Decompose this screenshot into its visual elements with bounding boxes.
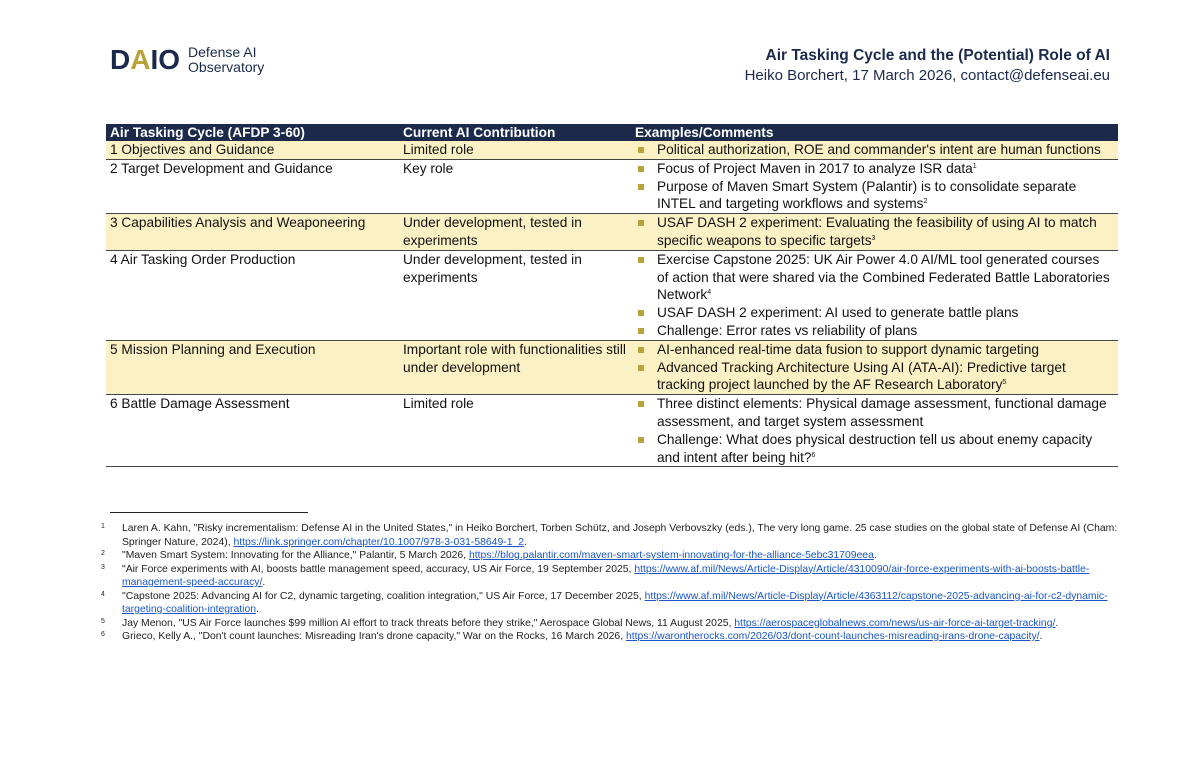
cycle-phase-cell: 1 Objectives and Guidance [106, 141, 399, 159]
footnote-ref[interactable]: 5 [1002, 379, 1007, 387]
footnote-number: 5 [101, 617, 105, 625]
examples-list [635, 214, 1114, 250]
footnote-link[interactable]: https://link.springer.com/chapter/10.1007/978-3-031-58649-1_2 [233, 536, 525, 548]
logo-text-line2: Observatory [188, 59, 265, 75]
logo-text [188, 45, 264, 75]
footnote-item [101, 630, 1121, 644]
footnote-tail: . [262, 577, 266, 588]
examples-cell [631, 250, 1118, 340]
column-header-cycle: Air Tasking Cycle (AFDP 3-60) [106, 124, 399, 141]
footnote-item [101, 563, 1121, 590]
footnote-tail: . [1055, 617, 1059, 629]
footnote-link[interactable]: https://blog.palantir.com/maven-smart-system-innovating-for-the-alliance-5ebc31709eea [468, 550, 874, 561]
footnote-ref[interactable]: 6 [811, 451, 816, 459]
example-text: Challenge: Error rates vs reliability of plans [657, 322, 918, 338]
table-row [106, 250, 1118, 340]
footnote-tail: . [524, 536, 527, 548]
example-item [635, 214, 1114, 250]
footnote-link[interactable]: https://aerospaceglobalnews.com/news/us-air-force-ai-target-tracking/ [734, 617, 1056, 629]
footnotes [101, 522, 1121, 644]
logo-mark-d: D [110, 44, 131, 75]
examples-list [635, 341, 1114, 394]
example-text: USAF DASH 2 experiment: AI used to generate battle plans [657, 305, 1019, 321]
table-row [106, 214, 1118, 251]
example-text: Exercise Capstone 2025: UK Air Power 4.0 AI/ML tool generated courses of action that were shared via the Combined Federated Battle Laboratories Network [657, 251, 1110, 303]
footnote-text: Grieco, Kelly A., "Don't count launches: Misreading Iran's drone capacity," War on the Rocks, 16 March 2026, [122, 631, 626, 642]
example-item [635, 341, 1114, 359]
example-item [635, 141, 1114, 159]
examples-cell [631, 159, 1118, 213]
example-text: USAF DASH 2 experiment: Evaluating the feasibility of using AI to match specific weapons to specific targets [657, 215, 1097, 248]
example-text: Purpose of Maven Smart System (Palantir) is to consolidate separate INTEL and targeting workflows and systems [657, 178, 1077, 212]
footnote-ref[interactable]: 4 [707, 289, 712, 297]
footnote-link[interactable]: https://www.af.mil/News/Article-Display/Article/4310090/air-force-experiments-with-ai-boosts-battle-management-speed-accuracy/ [122, 563, 1090, 588]
examples-list [635, 395, 1114, 466]
document-subtitle: Heiko Borchert, 17 March 2026, contact@defenseai.eu [744, 67, 1110, 84]
footnote-number: 2 [101, 550, 105, 557]
examples-list [635, 251, 1114, 340]
footnote-item [101, 522, 1121, 549]
example-item [635, 251, 1114, 304]
footnote-text: "Maven Smart System: Innovating for the Alliance," Palantir, 5 March 2026, [122, 550, 469, 561]
ai-contribution-cell: Under development, tested in experiments [399, 250, 631, 340]
example-item [635, 431, 1114, 467]
footnote-number: 6 [101, 631, 105, 638]
footnote-number: 3 [101, 563, 105, 571]
cycle-phase-cell: 3 Capabilities Analysis and Weaponeering [106, 214, 399, 251]
table-header-row [106, 124, 1118, 141]
footnote-link[interactable]: https://warontherocks.com/2026/03/dont-count-launches-misreading-irans-drone-capacity/ [626, 631, 1040, 642]
logo-text-line1: Defense AI [188, 44, 257, 60]
examples-cell [631, 395, 1118, 467]
footnote-ref[interactable]: 1 [972, 162, 977, 170]
cycle-phase-cell: 4 Air Tasking Order Production [106, 250, 399, 340]
footnote-item [101, 590, 1121, 617]
example-item [635, 322, 1114, 340]
footnote-tail: . [1039, 631, 1043, 642]
cycle-phase-cell: 6 Battle Damage Assessment [106, 395, 399, 467]
example-text: AI-enhanced real-time data fusion to support dynamic targeting [657, 341, 1039, 357]
example-item [635, 178, 1114, 214]
ai-contribution-cell: Key role [399, 159, 631, 213]
column-header-contribution: Current AI Contribution [399, 124, 631, 141]
ai-contribution-cell: Limited role [399, 141, 631, 159]
ai-contribution-cell: Under development, tested in experiments [399, 214, 631, 251]
footnote-separator [110, 512, 308, 513]
examples-list [635, 160, 1114, 213]
footnote-text: Jay Menon, "US Air Force launches $99 million AI effort to track threats before they strike," Aerospace Global News, 11 August 2025, [122, 617, 735, 629]
table-row [106, 159, 1118, 213]
column-header-examples: Examples/Comments [631, 124, 1118, 141]
footnote-ref[interactable]: 2 [923, 198, 928, 206]
examples-cell [631, 141, 1118, 159]
example-item [635, 160, 1114, 178]
example-item [635, 304, 1114, 322]
footnote-link[interactable]: https://www.af.mil/News/Article-Display/Article/4363112/capstone-2025-advancing-ai-for-c2-dynamic-targeting-coalition-integration [122, 590, 1108, 615]
footnote-text: "Air Force experiments with AI, boosts battle management speed, accuracy, US Air Force, 19 September 2025, [122, 563, 635, 575]
footnote-number: 1 [101, 523, 105, 530]
logo-mark-a: A [130, 44, 151, 75]
examples-list [635, 141, 1114, 159]
air-tasking-table [106, 124, 1118, 467]
examples-cell [631, 214, 1118, 251]
footnote-number: 4 [101, 590, 105, 598]
example-item [635, 359, 1114, 395]
example-text: Focus of Project Maven in 2017 to analyze ISR data [657, 160, 973, 176]
examples-cell [631, 340, 1118, 394]
ai-contribution-cell: Limited role [399, 395, 631, 467]
table-row [106, 141, 1118, 159]
logo [110, 45, 264, 75]
footnote-ref[interactable]: 3 [871, 234, 876, 242]
logo-mark-io: IO [150, 44, 181, 75]
footnote-tail: . [873, 550, 877, 561]
table-row [106, 340, 1118, 394]
document-title: Air Tasking Cycle and the (Potential) Role of AI [765, 47, 1110, 64]
cycle-phase-cell: 5 Mission Planning and Execution [106, 340, 399, 394]
footnote-text: Laren A. Kahn, "Risky incrementalism: Defense AI in the United States," in Heiko Borchert, Torben Schütz, and Joseph Verbovszky (eds.), The very long game. 25 case studies on the global state of Defense AI (Cham: Springer Nature, 2024), [122, 523, 1118, 548]
cycle-phase-cell: 2 Target Development and Guidance [106, 159, 399, 213]
footnote-item [101, 617, 1121, 631]
example-text: Political authorization, ROE and commander's intent are human functions [657, 142, 1101, 157]
ai-contribution-cell: Important role with functionalities still under development [399, 340, 631, 394]
footnote-text: "Capstone 2025: Advancing AI for C2, dynamic targeting, coalition integration," US Air Force, 17 December 2025, [122, 590, 645, 602]
table-row [106, 395, 1118, 467]
footnote-tail: . [256, 604, 259, 615]
example-text: Challenge: What does physical destruction tell us about enemy capacity and intent after being hit? [657, 431, 1093, 465]
example-text: Advanced Tracking Architecture Using AI (ATA-AI): Predictive target tracking project launched by the AF Research Laboratory [657, 359, 1066, 393]
example-item [635, 395, 1114, 431]
footnote-item [101, 549, 1121, 563]
example-text: Three distinct elements: Physical damage assessment, functional damage assessment, and target system assessment [657, 396, 1107, 429]
logo-mark [110, 46, 180, 74]
